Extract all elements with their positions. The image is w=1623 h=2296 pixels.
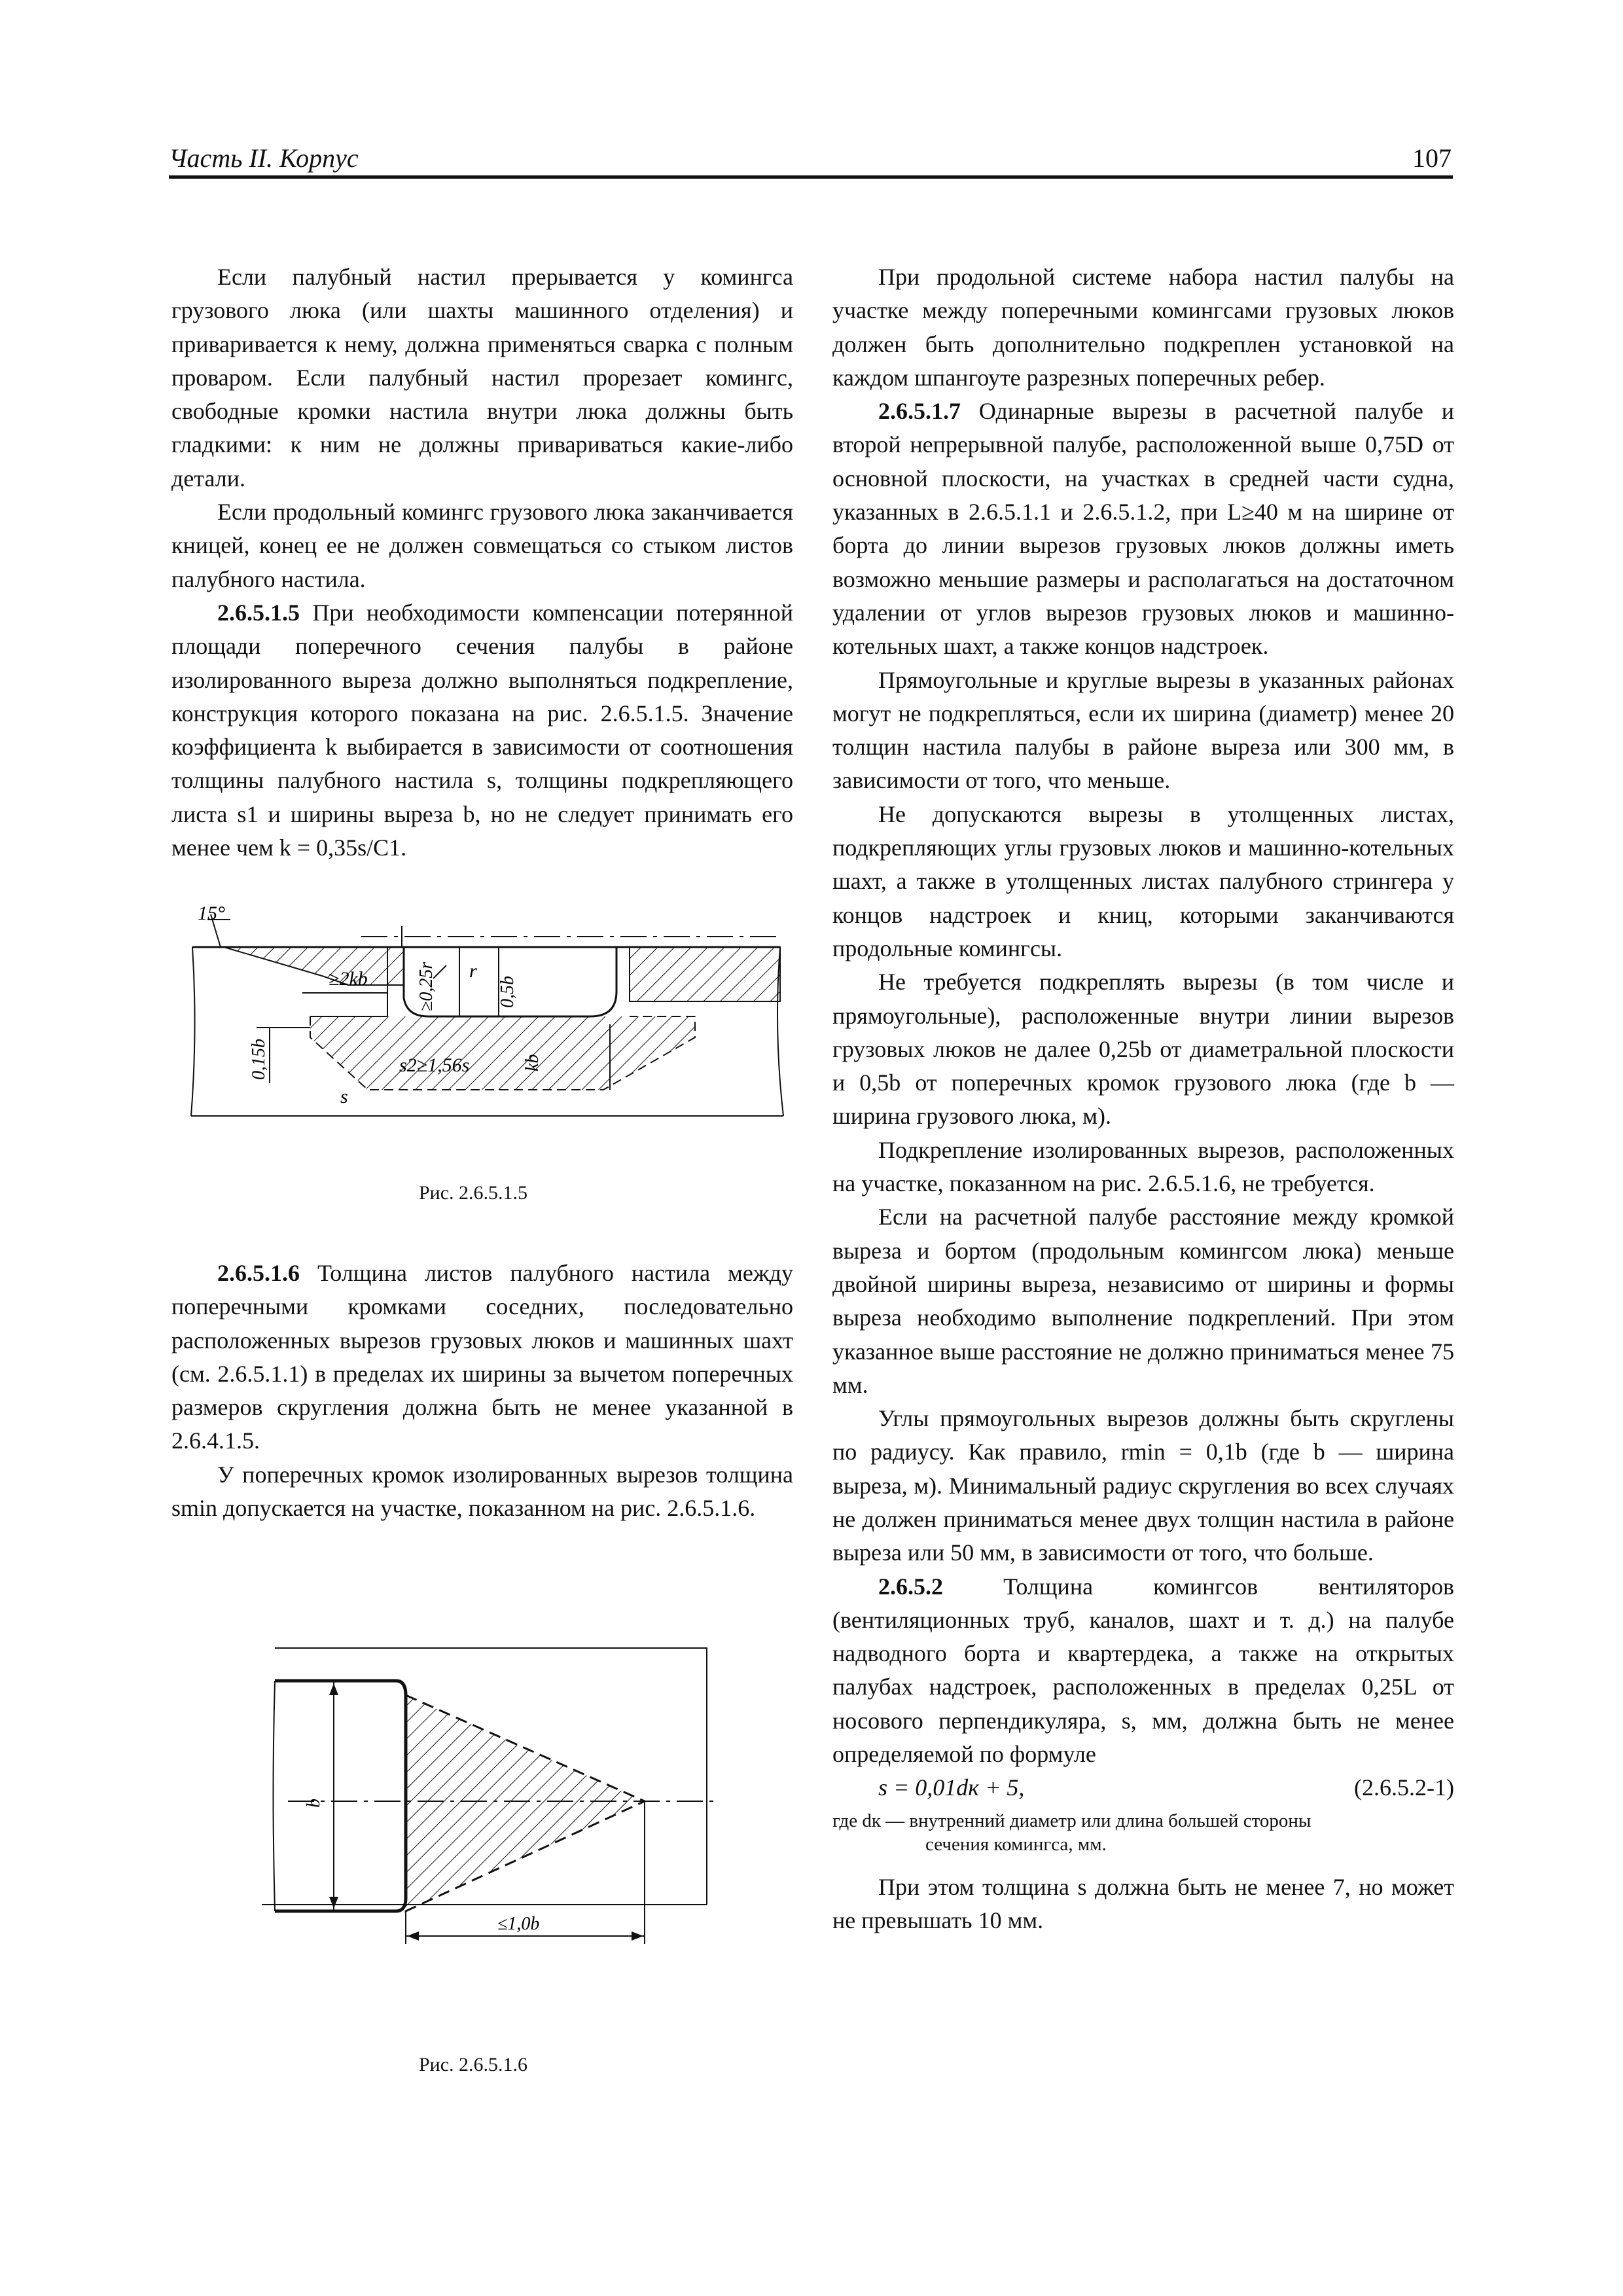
left-column-bottom — [171, 1257, 793, 1525]
section-number: 2.6.5.2 — [878, 1573, 943, 1600]
paragraph-2-6-5-2 — [832, 1570, 1454, 1772]
formula-legend — [832, 1809, 1454, 1856]
paragraph: Если палубный настил прерывается у комингса грузового люка (или шахты машинного отделения) и приваривается к нему, должна применяться сварка с полным проваром. Если палубный настил прорезает комингс, свободные кромки настила внутри люка должны быть гладкими: к ним не должны привариваться какие-либо детали. — [171, 264, 793, 492]
paragraph-text: Одинарные вырезы в расчетной палубе и второй непрерывной палубе, расположенной выше 0,75D от основной плоскости, на участках в средней части судна, указанных в 2.6.5.1.1 и 2.6.5.1.2, при L≥40 м на ширине от борта до линии вырезов грузовых люков должны иметь возможно меньшие размеры и располагаться на достаточном удалении от углов вырезов грузовых люков и машинно-котельных шахт, а также концов надстроек. — [832, 398, 1455, 660]
formula: s = 0,01dк + 5, — [878, 1774, 1025, 1801]
figure-caption: Рис. 2.6.5.1.6 — [419, 2054, 528, 2075]
formula-line — [832, 1771, 1454, 1804]
fig1-label-kb: kb — [522, 1054, 543, 1071]
fig2-label-b: b — [304, 1799, 324, 1808]
paragraph: Не требуется подкреплять вырезы (в том числе и прямоугольные), расположенные внутри линии вырезов грузовых люков не далее 0,25b от диаметральной плоскости и 0,5b от поперечных кромок грузового люка (где b — ширина грузового люка, м). — [832, 969, 1454, 1130]
fig2-label-width: ≤1,0b — [497, 1914, 540, 1934]
fig1-label-half-b: 0,5b — [497, 976, 518, 1008]
right-column — [832, 260, 1454, 1937]
paragraph-2-6-5-1-5 — [171, 596, 793, 865]
figure-2-6-5-1-6 — [249, 1630, 720, 1957]
paragraph-2-6-5-1-7 — [832, 395, 1454, 663]
paragraph-text: Толщина листов палубного настила между поперечными кромками соседних, последовательно расположенных вырезов грузовых люков и машинных шахт (см. 2.6.5.1.1) в пределах их ширины за вычетом поперечных размеров скругления должна быть не менее указанной в 2.6.4.1.5. — [171, 1260, 793, 1454]
header-rule — [169, 175, 1453, 179]
fig1-label-quarter-r: ≥0,25r — [416, 961, 437, 1011]
fig1-label-s: s — [340, 1086, 348, 1107]
paragraph-text: При необходимости компенсации потерянной площади поперечного сечения палубы в районе изолированного выреза должно выполняться подкрепление, конструкция которого показана на рис. 2.6.5.1.5. Значение коэффициента k выбирается в зависимости от соотношения толщины палубного настила s, толщины подкрепляющего листа s1 и ширины выреза b, но не следует принимать его менее чем k = 0,35s/C1. — [171, 599, 794, 861]
formula-number: (2.6.5.2-1) — [1354, 1774, 1454, 1801]
paragraph: Если на расчетной палубе расстояние между кромкой выреза и бортом (продольным комингсом люка) меньше двойной ширины выреза, независимо от ширины и формы выреза необходимо выполнение подкреплений. При этом указанное выше расстояние не должно приниматься менее 75 мм. — [832, 1204, 1454, 1398]
running-header-title: Часть II. Корпус — [169, 143, 359, 173]
paragraph: Прямоугольные и круглые вырезы в указанных районах могут не подкрепляться, если их ширина (диаметр) менее 20 толщин настила палубы в районе выреза или 300 мм, в зависимости от того, что меньше. — [832, 666, 1454, 794]
formula-legend-line: сечения комингса, мм. — [925, 1833, 1107, 1855]
paragraph: Подкрепление изолированных вырезов, расположенных на участке, показанном на рис. 2.6.5.1.6, не требуется. — [832, 1136, 1454, 1197]
fig1-label-s2: s2≥1,56s — [399, 1054, 470, 1076]
formula-legend-line: где dк — внутренний диаметр или длина большей стороны — [832, 1810, 1311, 1831]
section-number: 2.6.5.1.7 — [878, 398, 961, 425]
left-column-top — [171, 260, 793, 865]
page-number: 107 — [1412, 143, 1452, 173]
paragraph: Не допускаются вырезы в утолщенных листах, подкрепляющих углы грузовых люков и машинно-котельных шахт, а также в утолщенных листах палубного стрингера у концов надстроек и книц, которыми заканчиваются продольные комингсы. — [832, 800, 1454, 961]
paragraph: У поперечных кромок изолированных вырезов толщина smin допускается на участке, показанном на рис. 2.6.5.1.6. — [171, 1461, 793, 1522]
paragraph: Углы прямоугольных вырезов должны быть скруглены по радиусу. Как правило, rmin = 0,1b (где b — ширина выреза, м). Минимальный радиус скругления во всех случаях не должен приниматься менее двух толщин настила в районе выреза или 50 мм, в зависимости от того, что больше. — [832, 1405, 1454, 1566]
fig1-label-015b: 0,15b — [249, 1039, 269, 1080]
fig1-label-angle: 15° — [198, 903, 225, 924]
fig1-label-r: r — [469, 960, 477, 982]
paragraph: При продольной системе набора настил палубы на участке между поперечными комингсами грузовых люков должен быть дополнительно подкреплен установкой на каждом шпангоуте разрезных поперечных ребер. — [832, 264, 1454, 391]
fig1-label-2kb: ≥2kb — [329, 968, 368, 990]
section-number: 2.6.5.1.5 — [217, 599, 300, 626]
paragraph-2-6-5-1-6 — [171, 1257, 793, 1458]
paragraph-text: Толщина комингсов вентиляторов (вентиляционных труб, каналов, шахт и т. д.) на палубе надводного борта и квартердека, а также на открытых палубах надстроек, расположенных в пределах 0,25L от носового перпендикуляра, s, мм, должна быть не менее определяемой по формуле — [832, 1573, 1455, 1768]
figure-2-6-5-1-5 — [171, 900, 793, 1149]
paragraph: При этом толщина s должна быть не менее 7, но может не превышать 10 мм. — [832, 1873, 1454, 1933]
paragraph: Если продольный комингс грузового люка заканчивается кницей, конец ее не должен совмещаться со стыком листов палубного настила. — [171, 499, 793, 592]
figure-caption: Рис. 2.6.5.1.5 — [419, 1182, 528, 1204]
section-number: 2.6.5.1.6 — [217, 1260, 300, 1286]
